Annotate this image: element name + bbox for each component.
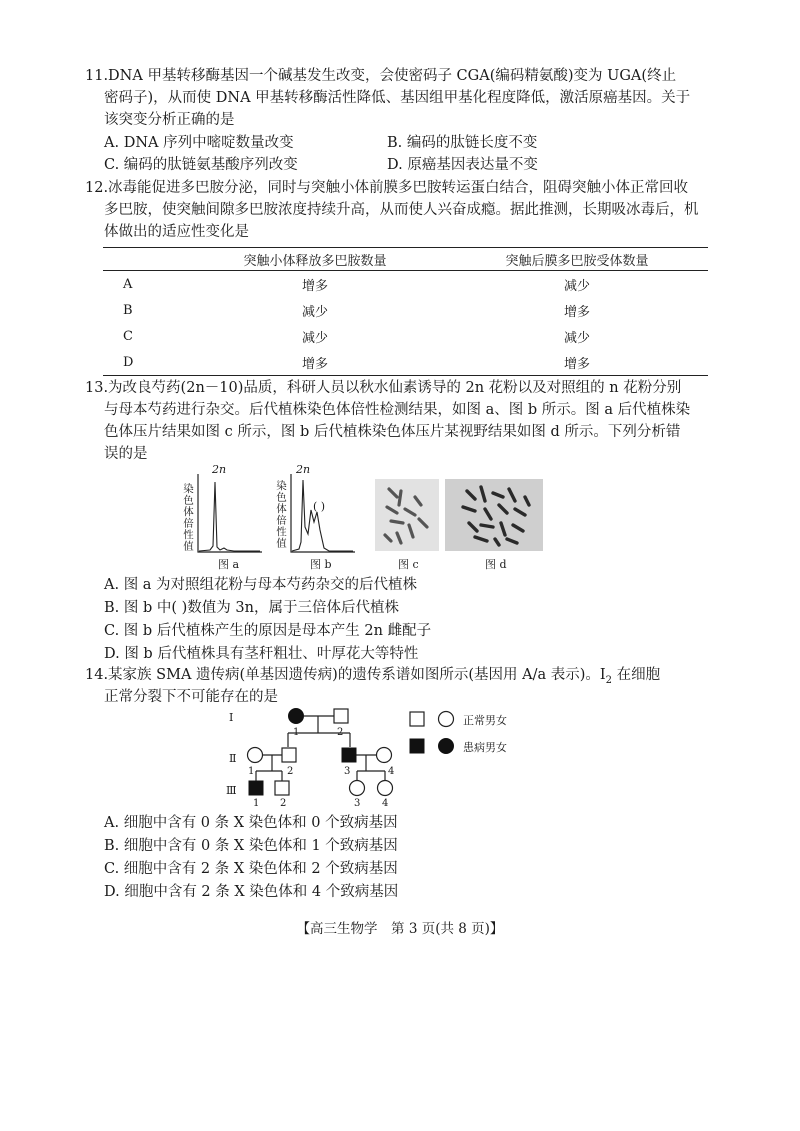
generation-label-2: Ⅱ [229, 752, 237, 765]
pedigree-III4-normal-female [378, 781, 393, 796]
pedigree-II3-affected-male [342, 748, 356, 762]
row-label: C [123, 328, 133, 344]
table-header-cell [103, 248, 184, 271]
q11-option-b[interactable]: B. 编码的肽链长度不变 [387, 135, 538, 151]
legend-affected-label: 患病男女 [463, 741, 507, 754]
q12-stem-line-2: 多巴胺，使突触间隙多巴胺浓度持续升高，从而使人兴奋成瘾。据此推测，长期吸冰毒后，机 [104, 202, 699, 218]
figure-d-caption: 图 d [485, 558, 507, 571]
q13-stem-line-2: 与母本芍药进行杂交。后代植株染色体倍性检测结果，如图 a、图 b 所示。图 a 后代植株染 [104, 402, 691, 418]
q12-options-table [103, 247, 708, 376]
table-header-cell: 突触小体释放多巴胺数量 [184, 248, 446, 271]
pedigree-diagram [240, 703, 410, 805]
q11-option-d[interactable]: D. 原癌基因表达量不变 [387, 157, 538, 173]
pedigree-number-III1: 1 [253, 798, 260, 809]
generation-label-3: Ⅲ [226, 784, 237, 797]
table-cell: 增多 [563, 304, 590, 320]
figure-b-caption: 图 b [310, 558, 332, 571]
figure-b-peak-label: 2n [296, 463, 311, 476]
figure-d-micrograph [445, 479, 543, 551]
figure-a-peak-label: 2n [212, 463, 227, 476]
pedigree-number-II1: 1 [248, 766, 255, 777]
table-cell: 减少 [301, 330, 328, 346]
figure-b-y-axis-label: 染色体倍性值 [275, 480, 287, 549]
q13-stem-line-4: 误的是 [104, 446, 148, 462]
table-row[interactable] [103, 349, 708, 376]
q12-stem-line-3: 体做出的适应性变化是 [104, 224, 249, 240]
pedigree-number-III3: 3 [354, 798, 361, 809]
table-cell: 减少 [563, 330, 590, 346]
pedigree-number-II3: 3 [344, 766, 351, 777]
pedigree-number-I1: 1 [293, 727, 300, 738]
q13-option-b[interactable]: B. 图 b 中( )数值为 3n，属于三倍体后代植株 [104, 600, 399, 616]
pedigree-III3-normal-female [350, 781, 365, 796]
q13-option-d[interactable]: D. 图 b 后代植株具有茎秆粗壮、叶厚花大等特性 [104, 646, 419, 662]
pedigree-I2-normal-male [334, 709, 348, 723]
q14-stem-line-2: 正常分裂下不可能存在的是 [104, 689, 278, 705]
q14-individual-subscript: 2 [605, 674, 612, 686]
q11-option-c[interactable]: C. 编码的肽链氨基酸序列改变 [104, 157, 298, 173]
q13-option-c[interactable]: C. 图 b 后代植株产生的原因是母本产生 2n 雌配子 [104, 623, 432, 639]
figure-b-histogram [287, 472, 357, 554]
q13-option-a[interactable]: A. 图 a 为对照组花粉与母本芍药杂交的后代植株 [104, 577, 418, 593]
figure-b-unknown-peak-label: ( ) [313, 500, 326, 513]
pedigree-number-II2: 2 [287, 766, 294, 777]
table-header-cell: 突触后膜多巴胺受体数量 [446, 248, 708, 271]
q14-option-d[interactable]: D. 细胞中含有 2 条 X 染色体和 4 个致病基因 [104, 884, 399, 900]
figure-c-micrograph [375, 479, 439, 551]
page-footer: 【高三生物学 第 3 页(共 8 页)】 [296, 921, 504, 937]
generation-label-1: Ⅰ [229, 711, 234, 724]
table-row[interactable] [103, 271, 708, 298]
q14-option-a[interactable]: A. 细胞中含有 0 条 X 染色体和 0 个致病基因 [104, 815, 398, 831]
q13-stem-line-3: 色体压片结果如图 c 所示，图 b 后代植株染色体压片某视野结果如图 d 所示。下列分析错 [104, 424, 681, 440]
table-row[interactable] [103, 297, 708, 323]
row-label: B [123, 302, 133, 318]
pedigree-I1-affected-female [289, 709, 304, 724]
q14-stem-text: 14.某家族 SMA 遗传病(单基因遗传病)的遗传系谱如图所示(基因用 A/a 表示)。 [85, 667, 600, 683]
q11-stem-line-1: 11.DNA 甲基转移酶基因一个碱基发生改变，会使密码子 CGA(编码精氨酸)变为 UGA(终止 [85, 68, 677, 84]
q14-individual-symbol: Ⅰ [599, 667, 606, 683]
pedigree-III2-normal-male [275, 781, 289, 795]
row-label: A [123, 276, 133, 292]
q11-stem-line-3: 该突变分析正确的是 [104, 112, 235, 128]
figure-a-histogram [194, 472, 264, 554]
pedigree-II4-normal-female [377, 748, 392, 763]
pedigree-number-II4: 4 [388, 766, 395, 777]
table-cell: 减少 [301, 304, 328, 320]
q14-option-c[interactable]: C. 细胞中含有 2 条 X 染色体和 2 个致病基因 [104, 861, 398, 877]
table-row[interactable] [103, 323, 708, 349]
legend-normal-label: 正常男女 [463, 714, 507, 727]
pedigree-legend-symbols [408, 710, 463, 756]
q13-stem-line-1: 13.为改良芍药(2n－10)品质，科研人员以秋水仙素诱导的 2n 花粉以及对照组的 n 花粉分别 [85, 380, 682, 396]
table-cell: 增多 [184, 349, 446, 376]
figure-a-caption: 图 a [218, 558, 240, 571]
figure-a-y-axis-label: 染色体倍性值 [182, 483, 194, 552]
pedigree-II1-normal-female [248, 748, 263, 763]
figure-c-caption: 图 c [398, 558, 419, 571]
table-cell: 增多 [446, 349, 708, 376]
pedigree-III1-affected-male [249, 781, 263, 795]
pedigree-number-III4: 4 [382, 798, 389, 809]
pedigree-number-III2: 2 [280, 798, 287, 809]
table-header-row [103, 248, 708, 271]
q11-option-a[interactable]: A. DNA 序列中嘧啶数量改变 [104, 135, 294, 151]
row-label: D [103, 349, 184, 376]
table-cell: 减少 [563, 278, 590, 294]
table-cell: 增多 [301, 278, 328, 294]
q12-stem-line-1: 12.冰毒能促进多巴胺分泌，同时与突触小体前膜多巴胺转运蛋白结合，阻碍突触小体正常回收 [85, 180, 689, 196]
q11-stem-line-2: 密码子)，从而使 DNA 甲基转移酶活性降低、基因组甲基化程度降低，激活原癌基因。关于 [104, 90, 691, 106]
q14-stem-text-end: 在细胞 [611, 667, 661, 683]
pedigree-number-I2: 2 [337, 727, 344, 738]
q14-option-b[interactable]: B. 细胞中含有 0 条 X 染色体和 1 个致病基因 [104, 838, 398, 854]
pedigree-II2-normal-male [282, 748, 296, 762]
